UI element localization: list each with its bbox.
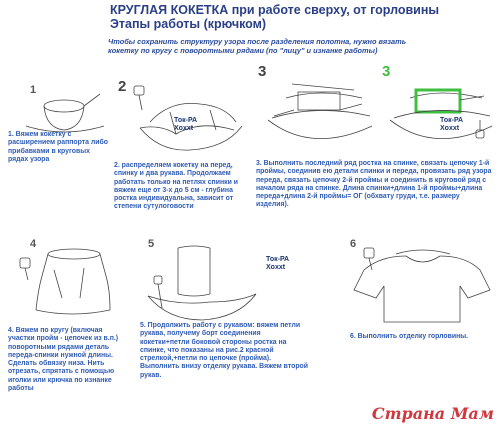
intro-text: Чтобы сохранить структуру узора после разделения полотна, нужно вязать кокетку по кругу с поворотными рядами (по "лицу" и изнанке работы) bbox=[108, 37, 407, 55]
step-2-number: 2 bbox=[118, 78, 127, 95]
step-5-drawing bbox=[138, 246, 263, 324]
step-4-number: 4 bbox=[30, 238, 37, 250]
step-3-watermark: Ток-РА Xoxxt bbox=[440, 117, 464, 132]
page-title bbox=[110, 3, 439, 31]
step-5-caption: 5. Продолжить работу с рукавом: вяжем петли рукава, получему борт соединения кокетки+петли боковой стороны ростка на спинке, что показаны на рис.2 красной стрелкой,+петли по цепочке (пройма). Выполнить внизу отделку рукава. Вяжем второй рукав. bbox=[140, 322, 308, 379]
step-4-drawing bbox=[14, 240, 124, 322]
step-5-number: 5 bbox=[148, 238, 155, 250]
step-2-caption: 2. распределяем кокетку на перед, спинку и два рукава. Продолжаем работать только на петлях спинки и вяжем еще от 3-х до 5 см - глубина ростка индивидуальна, зависит от степени сутулоговости bbox=[114, 162, 238, 211]
step-5-watermark: Ток-РА Xoxxt bbox=[266, 256, 290, 271]
step-3-drawing-a bbox=[262, 74, 380, 154]
step-4-caption: 4. Вяжем по кругу (включая участки пройм - цепочек из в.п.) поворотными рядами деталь переда-спинки нужной длины. Сделать обвязку низа. Нить отрезать, спрятать с помощью иголки или крючка по изнанке работы bbox=[8, 327, 119, 393]
step-6-number: 6 bbox=[350, 238, 357, 250]
step-1-number: 1 bbox=[30, 84, 37, 96]
site-logo: Страна Мам bbox=[371, 404, 494, 423]
title-line-1: КРУГЛАЯ КОКЕТКА при работе сверху, от горловины bbox=[110, 3, 440, 17]
step-3-caption: 3. Выполнить последний ряд ростка на спинке, связать цепочку 1-й проймы, соединив ею детали спинки и переда, провязать ряд узора переда, связать цепочку 2-й проймы и соединить в круговой ряд с началом ряда на спинке. Длина спинки+длина 1-й проймы+длина переда+длина 2-й проймы= ОГ (обхвату груди, т.е. размеру изделия). bbox=[256, 160, 492, 209]
step-6-drawing bbox=[350, 246, 495, 326]
step-2-watermark: Ток-РА Xoxxt bbox=[174, 117, 198, 132]
step-3-number-a: 3 bbox=[258, 63, 267, 80]
step-1-caption: 1. Вяжем кокетку с расширением раппорта либо прибавками в круговых рядах узора bbox=[8, 131, 108, 163]
step-6-caption: 6. Выполнить отделку горловины. bbox=[350, 333, 469, 340]
title-line-2: Этапы работы (крючком) bbox=[110, 17, 267, 31]
step-3-number-b: 3 bbox=[382, 63, 391, 80]
step-3-drawing-b bbox=[386, 74, 496, 154]
